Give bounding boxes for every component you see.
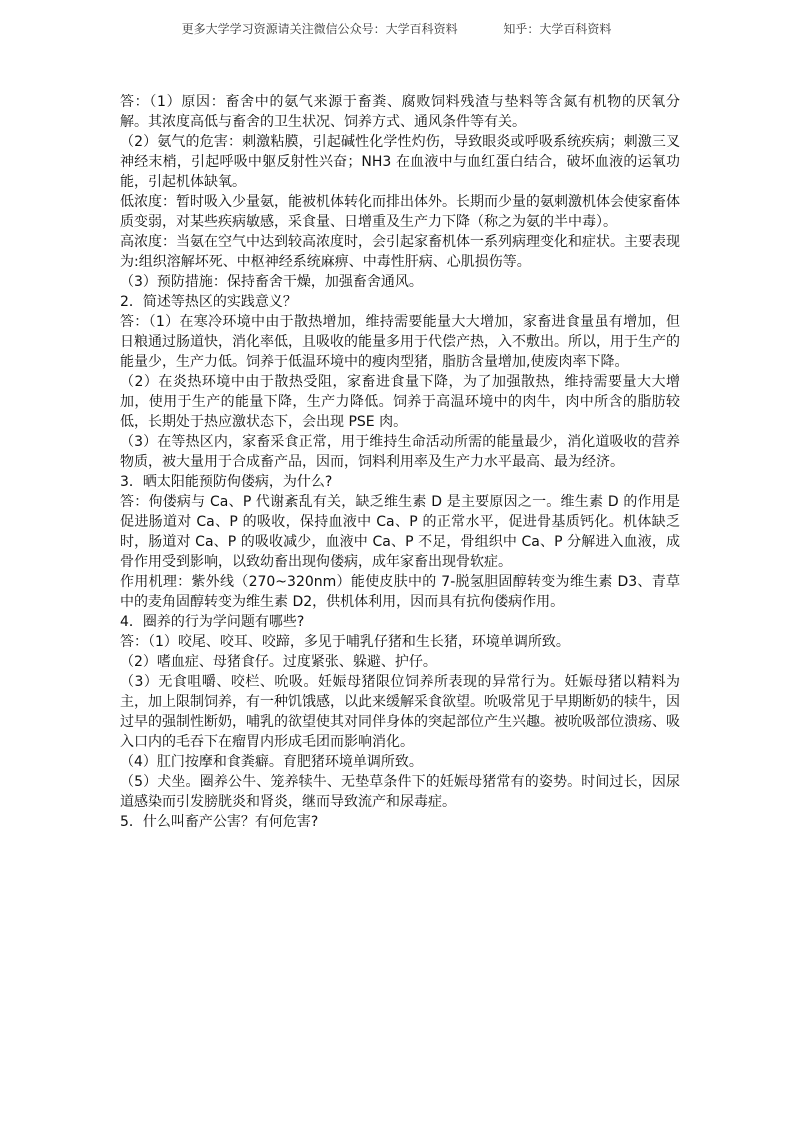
paragraph: 作用机理：紫外线（270~320nm）能使皮肤中的 7-脱氢胆固醇转变为维生素 D3、青草中的麦角固醇转变为维生素 D2，供机体利用，因而具有抗佝偻病作用。 [120, 574, 680, 610]
document-body [120, 92, 680, 832]
paragraph: （4）肛门按摩和食粪癖。育肥猪环境单调所致。 [120, 754, 423, 770]
paragraph: （2）在炎热环境中由于散热受阻，家畜进食量下降，为了加强散热，维持需要量大大增加，使用于生产的能量下降，生产力降低。饲养于高温环境中的肉牛，肉中所含的脂肪较低，长期处于热应激状态下，会出现 PSE 肉。 [120, 374, 680, 430]
paragraph: 答：（1）原因：畜舍中的氨气来源于畜粪、腐败饲料残渣与垫料等含氮有机物的厌氧分解。其浓度高低与畜舍的卫生状况、饲养方式、通风条件等有关。 [120, 94, 680, 130]
question-heading: 5．什么叫畜产公害？有何危害? [120, 814, 319, 830]
paragraph: （3）在等热区内，家畜采食正常，用于维持生命活动所需的能量最少，消化道吸收的营养物质，被大量用于合成畜产品，因而，饲料利用率及生产力水平最高、最为经济。 [120, 434, 680, 470]
page-header [0, 20, 793, 37]
question-heading: 2．简述等热区的实践意义？ [120, 294, 297, 310]
paragraph: （2）氨气的危害：刺激粘膜，引起碱性化学性灼伤，导致眼炎或呼吸系统疾病；刺激三叉神经末梢，引起呼吸中躯反射性兴奋；NH3 在血液中与血红蛋白结合，破坏血液的运氧功能，引起机体缺氧。 [120, 134, 680, 190]
header-zhihu-text: 知乎：大学百科资料 [503, 22, 612, 36]
paragraph: （3）预防措施：保持畜舍干燥，加强畜舍通风。 [120, 274, 423, 290]
question-heading: 3．晒太阳能预防佝偻病，为什么? [120, 474, 333, 490]
paragraph: 答：佝偻病与 Ca、P 代谢紊乱有关，缺乏维生素 D 是主要原因之一。维生素 D 的作用是促进肠道对 Ca、P 的吸收，保持血液中 Ca、P 的正常水平，促进骨基质钙化。机体缺乏时，肠道对 Ca、P 的吸收减少，血液中 Ca、P 不足，骨组织中 Ca、P 分解进入血液，成骨作用受到影响，以致幼畜出现佝偻病，成年家畜出现骨软症。 [120, 494, 680, 570]
question-heading: 4．圈养的行为学问题有哪些? [120, 614, 305, 630]
paragraph: 答：（1）在寒冷环境中由于散热增加，维持需要能量大大增加，家畜进食量虽有增加，但日粮通过肠道快，消化率低，且吸收的能量多用于代偿产热，入不敷出。所以，用于生产的能量少，生产力低。饲养于低温环境中的瘦肉型猪，脂肪含量增加,使废肉率下降。 [120, 314, 680, 370]
paragraph: （2）嗜血症、母猪食仔。过度紧张、躲避、护仔。 [120, 654, 437, 670]
paragraph: （5）犬坐。圈养公牛、笼养犊牛、无垫草条件下的妊娠母猪常有的姿势。时间过长，因尿道感染而引发膀胱炎和肾炎，继而导致流产和尿毒症。 [120, 774, 680, 810]
paragraph: （3）无食咀嚼、咬栏、吮吸。妊娠母猪限位饲养所表现的异常行为。妊娠母猪以精料为主，加上限制饲养，有一种饥饿感，以此来缓解采食欲望。吮吸常见于早期断奶的犊牛，因过早的强制性断奶，哺乳的欲望使其对同伴身体的突起部位产生兴趣。被吮吸部位溃疡、吸入口内的毛吞下在瘤胃内形成毛团而影响消化。 [120, 674, 680, 750]
header-wechat-text: 更多大学学习资源请关注微信公众号：大学百科资料 [181, 22, 458, 36]
paragraph: 高浓度：当氨在空气中达到较高浓度时，会引起家畜机体一系列病理变化和症状。主要表现为:组织溶解坏死、中枢神经系统麻痹、中毒性肝病、心肌损伤等。 [120, 234, 680, 270]
paragraph: 低浓度：暂时吸入少量氨，能被机体转化而排出体外。长期而少量的氨刺激机体会使家畜体质变弱，对某些疾病敏感，采食量、日增重及生产力下降（称之为氨的半中毒）。 [120, 194, 680, 230]
paragraph: 答：（1）咬尾、咬耳、咬蹄，多见于哺乳仔猪和生长猪，环境单调所致。 [120, 634, 570, 650]
